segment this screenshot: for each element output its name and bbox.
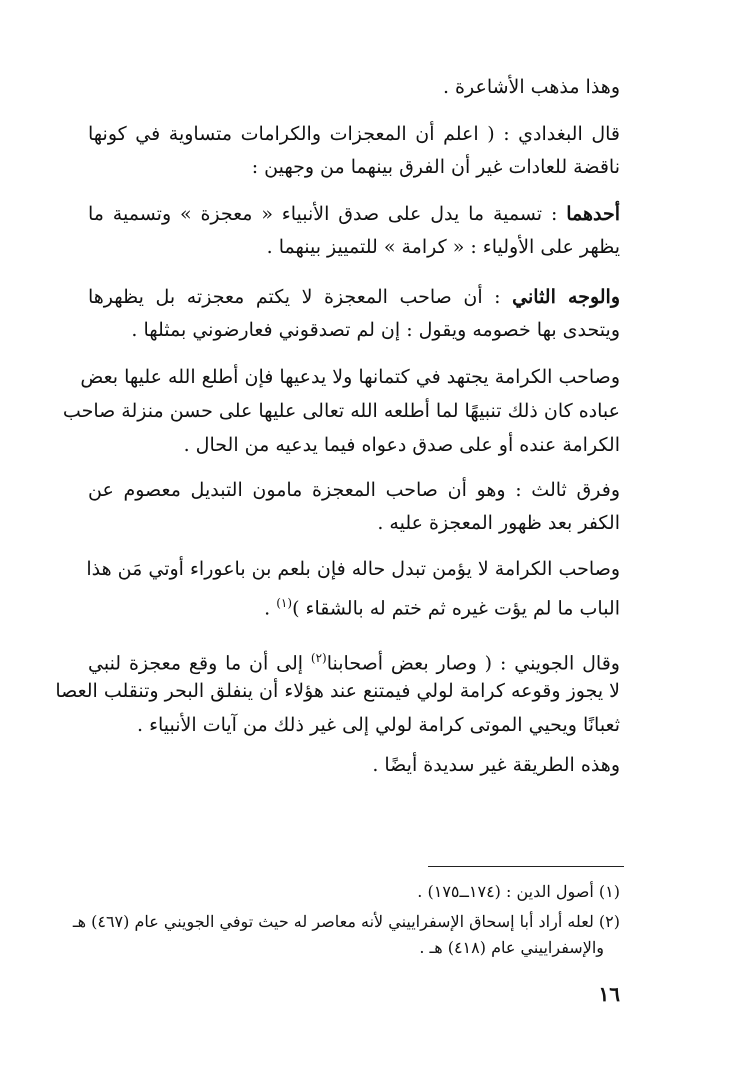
body-line: ويتحدى بها خصومه ويقول : إن لم تصدقوني فعارضوني بمثلها . [131,319,620,341]
body-line: الكفر بعد ظهور المعجزة عليه . [377,512,620,534]
body-line: قال البغدادي : ( اعلم أن المعجزات والكرامات متساوية في كونها [88,123,620,145]
body-line: الكرامة عنده أو على صدق دعواه فيما يدعيه من الحال . [183,434,620,456]
footnote-1: (١) أصول الدين : (١٧٤ــ١٧٥) . [417,882,620,901]
body-text: وقال الجويني : ( وصار بعض أصحابنا [326,652,620,675]
body-line: وفرق ثالث : وهو أن صاحب المعجزة مامون التبديل معصوم عن [88,479,620,501]
body-text: : أن صاحب المعجزة لا يكتم معجزته بل يظهرها [88,286,501,308]
body-line: ثعبانًا ويحيي الموتى كرامة لولي إلى غير ذلك من آيات الأنبياء . [136,714,620,736]
footnote-2-continuation: والإسفراييني عام (٤١٨) هـ . [419,938,604,957]
footnote-ref-2[interactable]: (٢) [310,651,327,665]
body-line [88,280,620,314]
body-line: وهذا مذهب الأشاعرة . [442,76,620,98]
footnote-ref-1[interactable]: (١) [276,596,293,610]
body-line: وصاحب الكرامة لا يؤمن تبدل حاله فإن بلعم بن باعوراء أوتي مَن هذا [86,558,620,580]
heading-first: أحدهما [566,203,621,225]
page-number: ١٦ [598,982,620,1006]
footnote-2: (٢) لعله أراد أبا إسحاق الإسفراييني لأنه معاصر له حيث توفي الجويني عام (٤٦٧) هـ [72,912,620,931]
body-line: ناقضة للعادات غير أن الفرق بينهما من وجهين : [251,156,620,178]
body-text: . [264,597,277,620]
body-text: : تسمية ما يدل على صدق الأنبياء « معجزة » وتسمية ما [88,203,558,225]
body-text: الباب ما لم يؤت غيره ثم ختم له بالشقاء ) [292,597,620,620]
footnote-separator [428,866,624,867]
body-line [88,586,620,625]
body-line: وهذه الطريقة غير سديدة أيضًا . [372,754,620,776]
body-line: وصاحب الكرامة يجتهد في كتمانها ولا يدعيها فإن أطلع الله عليها بعض [80,366,620,388]
heading-second: والوجه الثاني [512,286,621,308]
body-line: عباده كان ذلك تنبيهًا لما أطلعه الله تعالى عليها على حسن منزلة صاحب [62,400,620,422]
body-line: يظهر على الأولياء : « كرامة » للتمييز بينهما . [266,236,620,258]
body-line [88,197,620,231]
body-line: لا يجوز وقوعه كرامة لولي فيمتنع عند هؤلاء أن ينفلق البحر وتنقلب العصا [55,680,620,702]
body-text: إلى أن ما وقع معجزة لنبي [88,652,311,675]
